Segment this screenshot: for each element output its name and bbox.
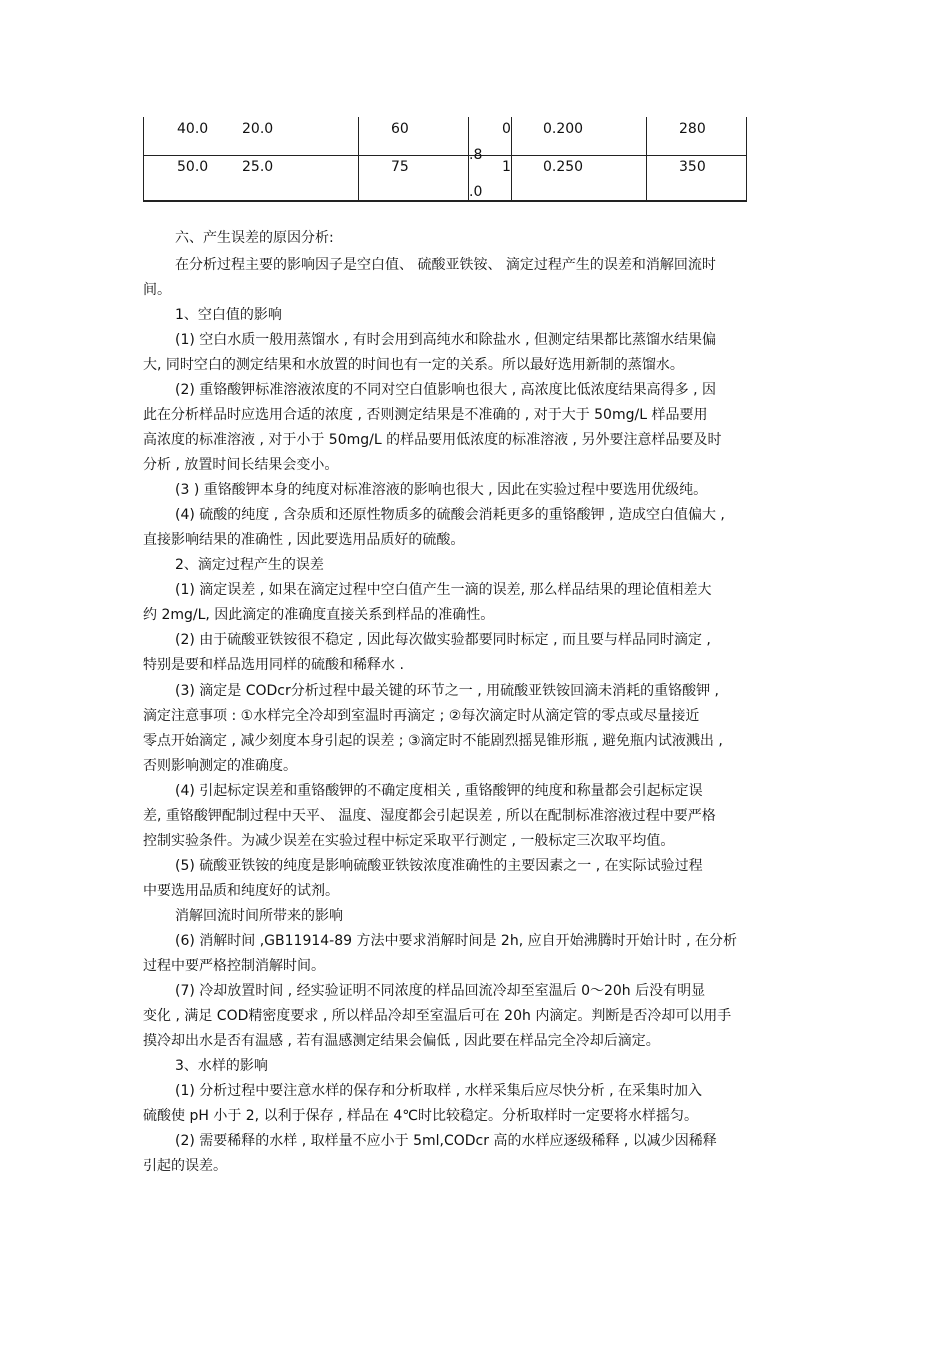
subsection-heading: 2、滴定过程产生的误差 [175,557,324,573]
text-line: (2) 需要稀释的水样 , 取样量不应小于 5ml,CODcr 高的水样应逐级稀释 , 以减少因稀释 [175,1133,717,1149]
text-line: (1) 分析过程中要注意水样的保存和分析取样 , 水样采集后应尽快分析 , 在采集时加入 [175,1083,702,1099]
text-line: 否则影响测定的准确度。 [143,758,297,774]
table-cell: 350 [679,159,706,175]
text-line: 中要选用品质和纯度好的试剂。 [143,883,339,899]
table-cell: 60 [391,121,409,137]
text-line: 在分析过程主要的影响因子是空白值、 硫酸亚铁铵、 滴定过程产生的误差和消解回流时 [175,257,716,273]
text-line: 控制实验条件。为减少误差在实验过程中标定采取平行测定 , 一般标定三次取平均值。 [143,833,675,849]
text-line: (1) 滴定误差 , 如果在滴定过程中空白值产生一滴的误差, 那么样品结果的理论值相差大 [175,582,712,598]
table-cell: 0.200 [543,121,584,137]
subsection-heading: 1、空白值的影响 [175,307,282,323]
table-border-right [746,117,747,202]
text-line: (6) 消解时间 ,GB11914-89 方法中要求消解时间是 2h, 应自开始沸腾时开始计时 , 在分析 [175,933,737,949]
table-cell: 280 [679,121,706,137]
text-line: 差, 重铬酸钾配制过程中天平、 温度、湿度都会引起误差 , 所以在配制标准溶液过程中要严格 [143,808,716,824]
text-line: 过程中要严格控制消解时间。 [143,958,325,974]
text-line: (1) 空白水质一般用蒸馏水 , 有时会用到高纯水和除盐水 , 但测定结果都比蒸馏水结果偏 [175,332,716,348]
table-cell: 20.0 [242,121,274,137]
text-line: (3 ) 重铬酸钾本身的纯度对标准溶液的影响也很大 , 因此在实验过程中要选用优级纯。 [175,482,708,498]
subsection-heading: 3、水样的影响 [175,1058,268,1074]
table-cell: 0 [502,121,511,137]
text-line: (4) 引起标定误差和重铬酸钾的不确定度相关 , 重铬酸钾的纯度和称量都会引起标定误 [175,783,703,799]
table-cell: 1 [502,159,511,175]
data-table [143,117,747,202]
table-row-divider [143,155,747,156]
table-cell: 40.0 [177,121,209,137]
text-line: (4) 硫酸的纯度 , 含杂质和还原性物质多的硫酸会消耗更多的重铬酸钾 , 造成空白值偏大 , [175,507,725,523]
text-line: (3) 滴定是 CODcr分析过程中最关键的环节之一 , 用硫酸亚铁铵回滴未消耗的重铬酸钾 , [175,683,720,699]
text-line: 摸冷却出水是否有温感 , 若有温感测定结果会偏低 , 因此要在样品完全冷却后滴定。 [143,1033,660,1049]
text-line: 变化 , 满足 COD精密度要求 , 所以样品冷却至室温后可在 20h 内滴定。判断是否冷却可以用手 [143,1008,732,1024]
table-border-left [143,117,144,202]
text-line: 间。 [143,282,171,298]
table-column-divider [511,117,512,202]
table-column-divider [646,117,647,202]
text-line: (2) 重铬酸钾标准溶液浓度的不同对空白值影响也很大 , 高浓度比低浓度结果高得多 , 因 [175,382,716,398]
text-line: 特别是要和样品选用同样的硫酸和稀释水 . [143,657,404,673]
text-line: 分析 , 放置时间长结果会变小。 [143,457,339,473]
text-line: (7) 冷却放置时间 , 经实验证明不同浓度的样品回流冷却至室温后 0～20h 后没有明显 [175,983,706,999]
text-line: 滴定注意事项 : ①水样完全冷却到室温时再滴定 ; ②每次滴定时从滴定管的零点或尽量接近 [143,708,700,724]
text-line: 约 2mg/L, 因此滴定的准确度直接关系到样品的准确性。 [143,607,495,623]
table-border-bottom [143,200,747,202]
table-cell: .8 [469,147,483,163]
table-column-divider [358,117,359,202]
table-cell: 25.0 [242,159,274,175]
table-cell: 0.250 [543,159,584,175]
text-line: (5) 硫酸亚铁铵的纯度是影响硫酸亚铁铵浓度准确性的主要因素之一 , 在实际试验过程 [175,858,703,874]
text-line: 此在分析样品时应选用合适的浓度 , 否则测定结果是不准确的 , 对于大于 50mg/L 样品要用 [143,407,708,423]
section-heading: 六、产生误差的原因分析: [175,230,334,246]
text-line: 直接影响结果的准确性 , 因此要选用品质好的硫酸。 [143,532,465,548]
text-line: 高浓度的标准溶液 , 对于小于 50mg/L 的样品要用低浓度的标准溶液 , 另外要注意样品要及时 [143,432,722,448]
text-line: (2) 由于硫酸亚铁铵很不稳定 , 因此每次做实验都要同时标定 , 而且要与样品同时滴定 , [175,632,711,648]
table-cell: 75 [391,159,409,175]
text-line: 硫酸使 pH 小于 2, 以利于保存 , 样品在 4℃时比较稳定。分析取样时一定要将水样摇匀。 [143,1108,699,1124]
text-line: 引起的误差。 [143,1158,227,1174]
text-line: 零点开始滴定 , 减少刻度本身引起的误差 ; ③滴定时不能剧烈摇晃锥形瓶 , 避免瓶内试液溅出 , [143,733,723,749]
table-cell: .0 [469,184,483,200]
subsection-heading: 消解回流时间所带来的影响 [175,908,343,924]
text-line: 大, 同时空白的测定结果和水放置的时间也有一定的关系。所以最好选用新制的蒸馏水。 [143,357,684,373]
table-cell: 50.0 [177,159,209,175]
